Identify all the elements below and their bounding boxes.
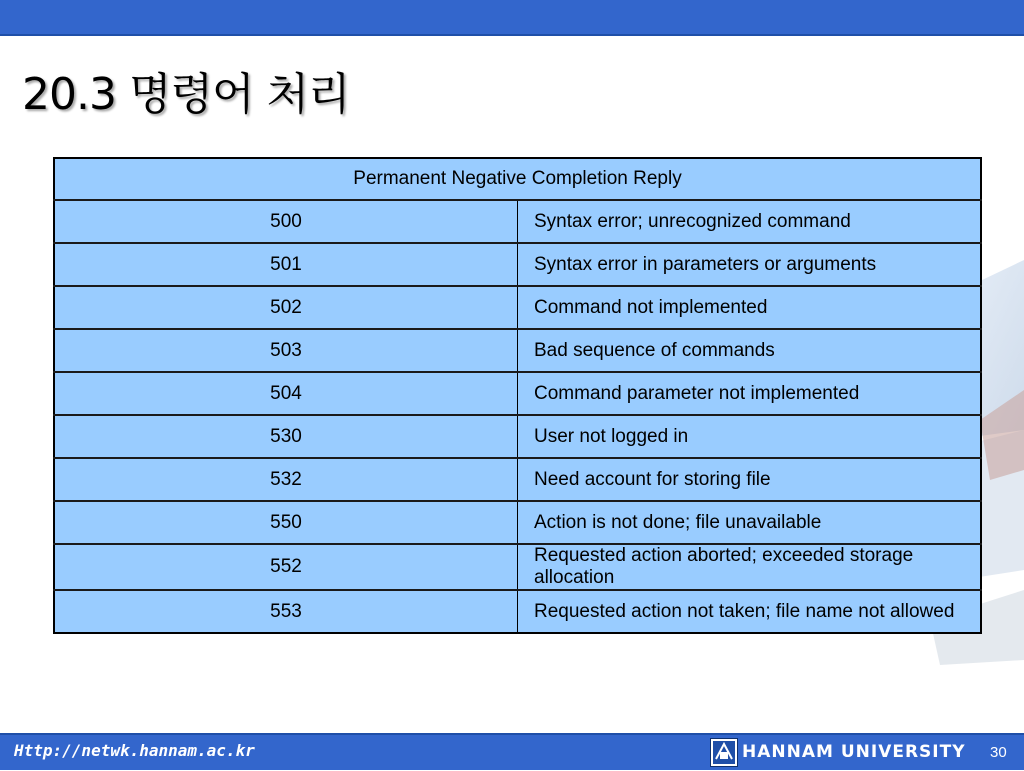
reply-description: Syntax error in parameters or arguments bbox=[518, 243, 982, 286]
slide-title: 20.3 명령어 처리 bbox=[22, 69, 350, 120]
table-row bbox=[54, 200, 981, 243]
reply-code: 553 bbox=[54, 590, 518, 633]
footer-university: HANNAM UNIVERSITY bbox=[742, 742, 966, 762]
reply-description: Need account for storing file bbox=[518, 458, 982, 501]
table-row bbox=[54, 329, 981, 372]
table-row bbox=[54, 286, 981, 329]
table-header: Permanent Negative Completion Reply bbox=[54, 158, 981, 200]
footer-url: Http://netwk.hannam.ac.kr bbox=[14, 741, 255, 760]
reply-description: User not logged in bbox=[518, 415, 982, 458]
reply-code: 530 bbox=[54, 415, 518, 458]
table-row bbox=[54, 501, 981, 544]
table-row bbox=[54, 243, 981, 286]
footer-bar bbox=[0, 733, 1024, 770]
reply-code: 550 bbox=[54, 501, 518, 544]
reply-code: 504 bbox=[54, 372, 518, 415]
reply-description: Action is not done; file unavailable bbox=[518, 501, 982, 544]
reply-code: 532 bbox=[54, 458, 518, 501]
hannam-logo-icon bbox=[710, 738, 738, 767]
table-row bbox=[54, 590, 981, 633]
reply-code: 552 bbox=[54, 544, 518, 590]
reply-code: 501 bbox=[54, 243, 518, 286]
reply-description: Requested action not taken; file name not allowed bbox=[518, 590, 982, 633]
reply-description: Requested action aborted; exceeded storage allocation bbox=[518, 544, 982, 590]
table-row bbox=[54, 415, 981, 458]
reply-description: Bad sequence of commands bbox=[518, 329, 982, 372]
reply-description: Command not implemented bbox=[518, 286, 982, 329]
reply-code: 500 bbox=[54, 200, 518, 243]
table-row bbox=[54, 458, 981, 501]
table-row bbox=[54, 372, 981, 415]
page-number: 30 bbox=[990, 744, 1007, 761]
table-header-row bbox=[54, 158, 981, 200]
table-row bbox=[54, 544, 981, 590]
reply-table-container bbox=[53, 157, 982, 634]
reply-description: Syntax error; unrecognized command bbox=[518, 200, 982, 243]
top-bar bbox=[0, 0, 1024, 36]
reply-code: 502 bbox=[54, 286, 518, 329]
reply-code-table bbox=[53, 157, 982, 634]
reply-description: Command parameter not implemented bbox=[518, 372, 982, 415]
reply-code: 503 bbox=[54, 329, 518, 372]
